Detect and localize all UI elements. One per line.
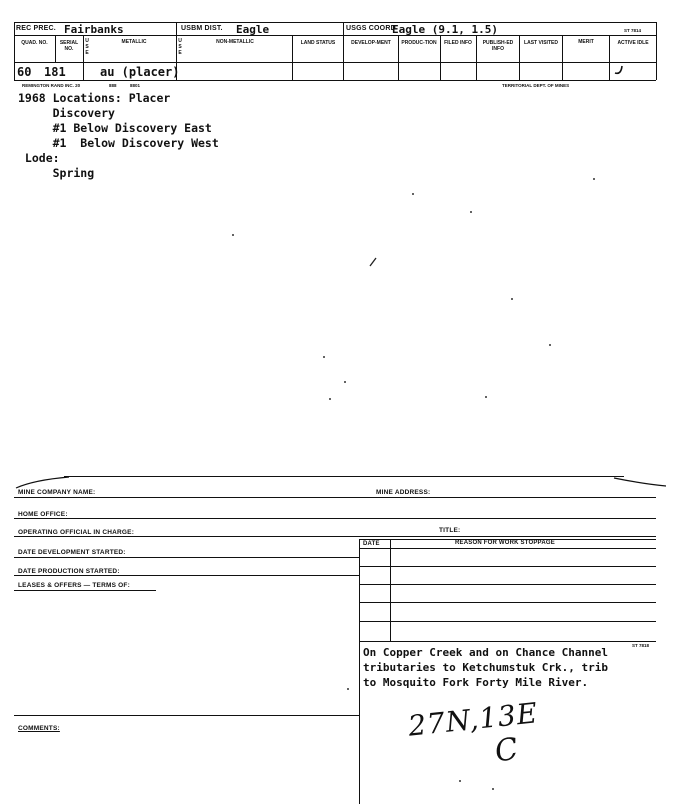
- body-line: Discovery: [18, 106, 115, 120]
- col-div: [562, 35, 563, 80]
- columns-bottom-rule: [14, 62, 656, 63]
- date-development-started-label: DATE DEVELOPMENT STARTED:: [18, 549, 126, 556]
- rule-mine-company: [14, 497, 656, 498]
- col-merit: MERIT: [578, 39, 594, 45]
- speck: [492, 788, 494, 790]
- speck: [412, 193, 414, 195]
- mine-address-label: MINE ADDRESS:: [376, 489, 431, 496]
- usgs-coord-label: USGS COORD: [346, 25, 396, 32]
- stoppage-bottom-rule: [359, 641, 656, 642]
- date-column-label: DATE: [363, 541, 380, 547]
- body-line: Lode:: [18, 151, 60, 165]
- speck: [232, 234, 234, 236]
- remarks-line: tributaries to Ketchumstuk Crk., trib: [363, 661, 609, 674]
- handwritten-location: 27N,13E: [406, 696, 540, 743]
- handwritten-mark: C: [492, 731, 521, 770]
- speck: [347, 688, 349, 690]
- stoppage-left-rule: [359, 539, 360, 804]
- col-non-metallic: NON-METALLIC: [216, 39, 254, 45]
- stoppage-header-rule: [359, 548, 656, 549]
- stoppage-row-rule: [359, 621, 656, 622]
- usgs-coord-value: Eagle (9.1, 1.5): [392, 23, 498, 36]
- col-div: [519, 35, 520, 80]
- col-div: [476, 35, 477, 80]
- remarks-line: On Copper Creek and on Chance Channel: [363, 646, 609, 659]
- record-quad: 60: [17, 65, 32, 79]
- col-development: DEVELOP-MENT: [351, 40, 391, 46]
- col-div: [398, 35, 399, 80]
- title-label: TITLE:: [439, 527, 461, 534]
- record-bottom-rule: [14, 80, 656, 81]
- col-metallic: METALLIC: [121, 39, 147, 45]
- stoppage-row-rule: [359, 584, 656, 585]
- form-number-2: ST 7818: [632, 643, 650, 648]
- printer-code-2: 8801: [130, 83, 141, 88]
- col-div: [440, 35, 441, 80]
- rec-prec-label: REC PREC.: [16, 25, 56, 32]
- col-production: PRODUC-TION: [401, 40, 437, 46]
- speck: [470, 211, 472, 213]
- usbm-dist-label: USBM DIST.: [181, 25, 223, 32]
- col-quad-no: QUAD. NO.: [21, 40, 48, 46]
- rule-home-office: [14, 518, 656, 519]
- speck: [459, 780, 461, 782]
- rule-leases: [14, 590, 156, 591]
- col-div: [656, 22, 657, 80]
- remarks-text: [363, 645, 608, 690]
- leases-offers-label: LEASES & OFFERS — TERMS OF:: [18, 582, 130, 589]
- col-div: [343, 22, 344, 80]
- operating-official-label: OPERATING OFFICIAL IN CHARGE:: [18, 529, 135, 536]
- body-line: #1 Below Discovery East: [18, 121, 212, 135]
- printer-credit: REMINGTON RAND INC. 20: [22, 83, 81, 88]
- speck: [329, 398, 331, 400]
- stoppage-row-rule: [359, 566, 656, 567]
- pencil-stroke: [368, 256, 378, 268]
- comments-label: COMMENTS:: [18, 725, 60, 732]
- home-office-label: HOME OFFICE:: [18, 511, 68, 518]
- speck: [485, 396, 487, 398]
- col-div: [609, 35, 610, 80]
- locations-text: [18, 91, 219, 181]
- col-serial-no: SERIAL NO.: [59, 40, 79, 52]
- stoppage-date-divider: [390, 539, 391, 641]
- active-check-mark: [612, 63, 626, 77]
- body-line: 1968 Locations: Placer: [18, 91, 171, 105]
- speck: [549, 344, 551, 346]
- speck: [323, 356, 325, 358]
- body-line: Spring: [18, 166, 95, 180]
- rec-prec-value: Fairbanks: [64, 23, 124, 36]
- body-line: #1 Below Discovery West: [18, 136, 219, 150]
- col-filed-info: FILED INFO: [444, 40, 472, 46]
- speck: [344, 381, 346, 383]
- form-number: ST 7814: [624, 28, 642, 33]
- printer-code-1: 888: [109, 83, 117, 88]
- record-serial: 181: [44, 65, 66, 79]
- mine-company-name-label: MINE COMPANY NAME:: [18, 489, 96, 496]
- rule-prod-started: [14, 575, 359, 576]
- col-published-info: PUBLISH-ED INFO: [482, 40, 514, 52]
- rule-comments-top: [14, 715, 359, 716]
- col-div: [292, 35, 293, 80]
- stoppage-row-rule: [359, 602, 656, 603]
- usbm-dist-value: Eagle: [236, 23, 270, 36]
- remarks-line: to Mosquito Fork Forty Mile River.: [363, 676, 589, 689]
- rule-dev-started: [14, 557, 359, 558]
- reason-column-label: REASON FOR WORK STOPPAGE: [455, 540, 555, 546]
- speck: [593, 178, 595, 180]
- record-metallic: au (placer): [100, 65, 180, 79]
- territorial-dept: TERRITORIAL DEPT. OF MINES: [502, 83, 570, 88]
- speck: [511, 298, 513, 300]
- col-use-2: U S E: [178, 38, 182, 56]
- col-land-status: LAND STATUS: [300, 40, 336, 46]
- col-div: [14, 22, 15, 80]
- page-curl-line: [14, 474, 666, 490]
- col-last-visited: LAST VISITED: [524, 40, 558, 46]
- col-use: U S E: [85, 38, 89, 56]
- rule-official: [14, 536, 656, 537]
- col-active-idle: ACTIVE IDLE: [617, 40, 649, 46]
- date-production-started-label: DATE PRODUCTION STARTED:: [18, 568, 120, 575]
